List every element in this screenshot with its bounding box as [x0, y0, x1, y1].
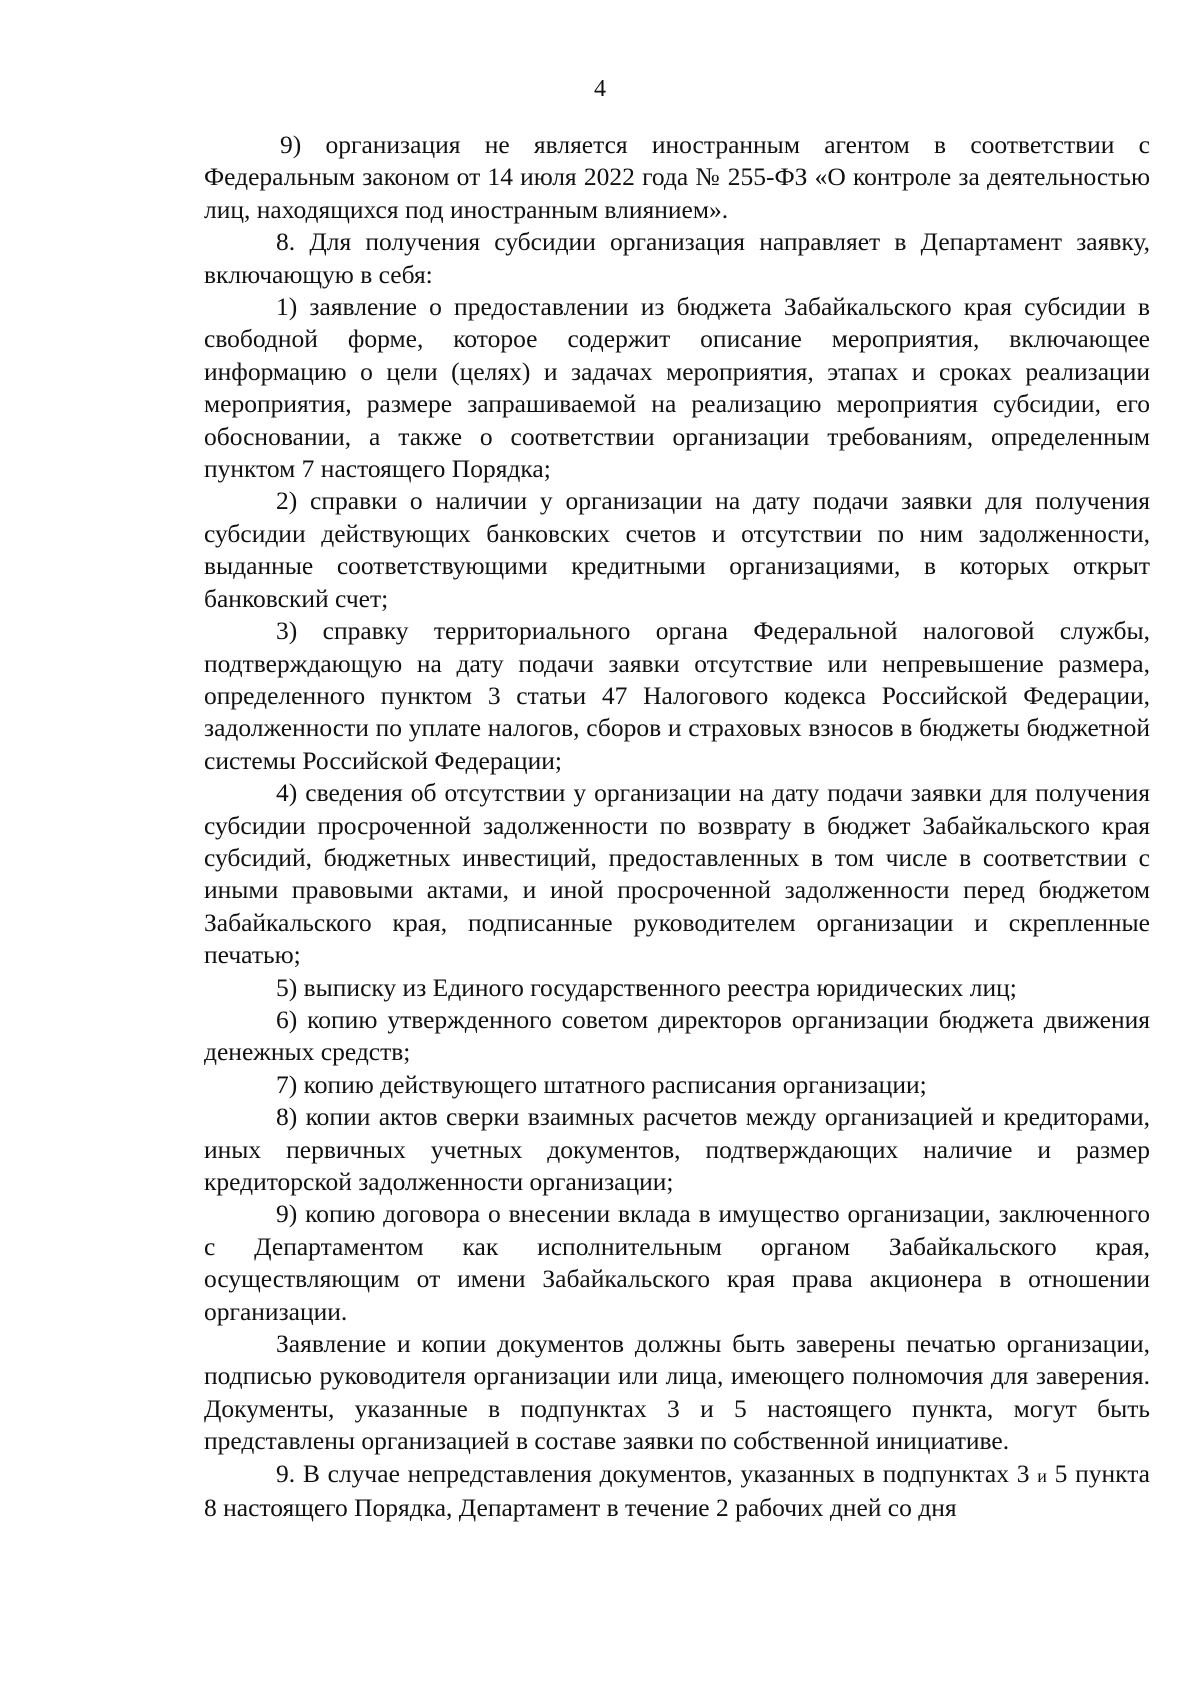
page-number: 4: [594, 76, 606, 102]
paragraph-item-9-foreign-agent: 9) организация не является иностранным агентом в соответствии с Федеральным законом от 14 июля 2022 года № 255-ФЗ «О контроле за деятельностью лиц, находящихся под иностранным влиянием».: [204, 130, 1150, 224]
paragraph-9-non-submission: [204, 1458, 1150, 1525]
paragraph-item-1-statement: 1) заявление о предоставлении из бюджета Забайкальского края субсидии в свободной форме, которое содержит описание мероприятия, включающее информацию о цели (целях) и задачах мероприятия, этапах и сроках реализации мероприятия, размере запрашиваемой на реализацию мероприятия субсидии, его обосновании, а также о соответствии организации требованиям, определенным пунктом 7 настоящего Порядка;: [204, 292, 1150, 484]
paragraph-certification: Заявление и копии документов должны быть заверены печатью организации, подписью руководителя организации или лица, имеющего полномочия для заверения. Документы, указанные в подпунктах 3 и 5 настоящего пункта, могут быть представлены организацией в составе заявки по собственной инициативе.: [204, 1329, 1150, 1456]
paragraph-item-8-reconciliation-acts: 8) копии актов сверки взаимных расчетов между организацией и кредиторами, иных первичных учетных документов, подтверждающих наличие и размер кредиторской задолженности организации;: [204, 1102, 1150, 1196]
paragraph-9-small-conjunction: и: [1037, 1465, 1047, 1486]
paragraph-item-7-staff-schedule: 7) копию действующего штатного расписания организации;: [276, 1069, 927, 1099]
document-body: [204, 129, 1150, 1524]
paragraph-9-text-start: 9. В случае непредставления документов, указанных в подпунктах 3: [276, 1458, 1038, 1488]
paragraph-item-6-cash-budget: 6) копию утвержденного советом директоров организации бюджета движения денежных средств;: [204, 1004, 1150, 1067]
paragraph-9-text-end: 5 пункта 8 настоящего Порядка, Департамент в течение 2 рабочих дней со дня: [204, 1458, 1150, 1523]
paragraph-item-2-bank-certificates: 2) справки о наличии у организации на дату подачи заявки для получения субсидии действующих банковских счетов и отсутствии по ним задолженности, выданные соответствующими кредитными организациями, в которых открыт банковский счет;: [204, 486, 1150, 613]
paragraph-8-application: 8. Для получения субсидии организация направляет в Департамент заявку, включающую в себя:: [204, 227, 1150, 289]
paragraph-item-9-contribution-contract: 9) копию договора о внесении вклада в имущество организации, заключенного с Департаментом как исполнительным органом Забайкальского края, осуществляющим от имени Забайкальского края права акционера в отношении организации.: [204, 1199, 1150, 1326]
paragraph-item-5-registry-extract: 5) выписку из Единого государственного реестра юридических лиц;: [276, 972, 1017, 1002]
paragraph-item-4-no-overdue-debt: 4) сведения об отсутствии у организации на дату подачи заявки для получения субсидии просроченной задолженности по возврату в бюджет Забайкальского края субсидий, бюджетных инвестиций, предоставленных в том числе в соответствии с иными правовыми актами, и иной просроченной задолженности перед бюджетом Забайкальского края, подписанные руководителем организации и скрепленные печатью;: [204, 778, 1150, 970]
paragraph-item-3-tax-certificate: 3) справку территориального органа Федеральной налоговой службы, подтверждающую на дату подачи заявки отсутствие или непревышение размера, определенного пунктом 3 статьи 47 Налогового кодекса Российской Федерации, задолженности по уплате налогов, сборов и страховых взносов в бюджеты бюджетной системы Российской Федерации;: [204, 616, 1150, 775]
